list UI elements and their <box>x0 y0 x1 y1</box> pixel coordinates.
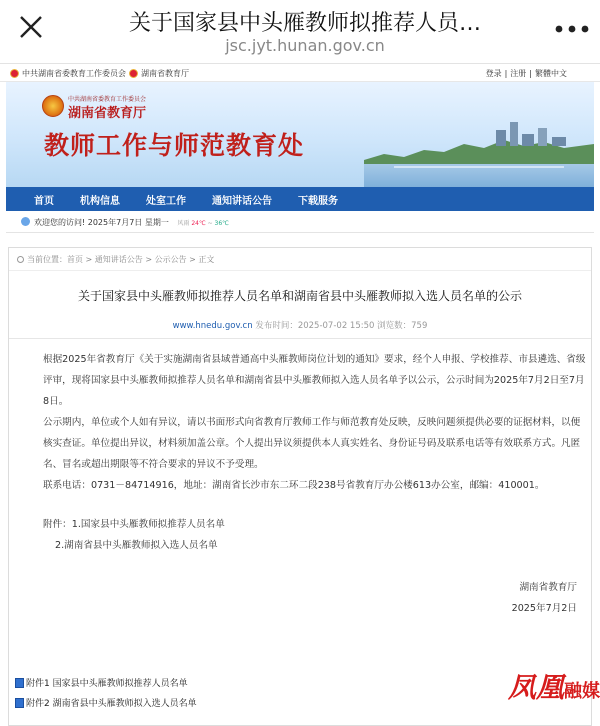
national-emblem-icon <box>42 95 64 117</box>
breadcrumb-item-current: 正文 <box>198 255 215 264</box>
download-attachment-1[interactable] <box>15 676 188 689</box>
temp-low: 36℃ <box>214 220 229 227</box>
party-emblem-icon <box>10 69 19 78</box>
welcome-text: 欢迎您的访问! 2025年7月7日 星期一 <box>34 218 169 227</box>
party-org-link[interactable]: 中共湖南省委教育工作委员会 <box>22 69 126 78</box>
nav-item-home[interactable]: 首页 <box>34 195 54 207</box>
attachment-line-2: 2.湖南省县中头雁教师拟入选人员名单 <box>55 540 218 551</box>
signature-date: 2025年7月2日 <box>511 603 577 614</box>
document-icon <box>15 678 24 688</box>
site-top-strip: 中共湖南省委教育工作委员会 湖南省教育厅 登录 | 注册 | 繁體中文 <box>0 64 600 82</box>
signature-org: 湖南省教育厅 <box>519 582 577 593</box>
banner-org: 湖南省教育厅 <box>68 106 147 121</box>
document-icon <box>15 698 24 708</box>
location-pin-icon <box>17 256 24 263</box>
article-title: 关于国家县中头雁教师拟推荐人员名单和湖南省县中头雁教师拟入选人员名单的公示 <box>77 289 522 303</box>
divider <box>9 338 591 339</box>
fenghuang-watermark-logo <box>508 666 600 706</box>
article-source-link[interactable]: www.hnedu.gov.cn <box>172 321 253 331</box>
article-paragraph: 公示期内，单位或个人如有异议，请以书面形式向省教育厅教师工作与师范教育处反映，反映问题须提供必要的证据材料，以便核实查证。单位提出异议，材料须加盖公章。个人提出异议须提供本人真实姓名、身份证号码及联系电话等有效联系方式。凡匿名、冒名或超出期限等不符合要求的异议不予受理。 <box>43 417 581 470</box>
watermark-sub-text: 融媒 <box>564 681 600 702</box>
nav-item-notices[interactable]: 通知讲话公告 <box>212 195 272 207</box>
download-attachment-2-label[interactable]: 附件2 湖南省县中头雁教师拟入选人员名单 <box>26 699 197 709</box>
gov-emblem-icon <box>129 69 138 78</box>
main-nav <box>6 187 594 211</box>
browser-app-bar <box>0 0 600 64</box>
watermark-logo-text: 凤凰 <box>507 671 564 704</box>
banner-org-small: 中共湖南省委教育工作委员会 <box>68 96 147 103</box>
article-signature <box>512 577 577 619</box>
article-publish-time: 发布时间：2025-07-02 15:50 <box>255 321 375 331</box>
article-views: 浏览数：759 <box>377 321 428 331</box>
more-options-icon[interactable] <box>554 24 590 34</box>
nav-item-dept-work[interactable]: 处室工作 <box>146 195 186 207</box>
download-attachment-2[interactable] <box>15 696 197 709</box>
breadcrumb-item-home[interactable]: 首页 <box>67 255 83 264</box>
traditional-chinese-link[interactable]: 繁體中文 <box>535 69 567 78</box>
page-url: jsc.jyt.hunan.gov.cn <box>225 36 385 55</box>
temp-high: 24℃ <box>191 220 206 227</box>
city-skyline-image <box>364 82 594 187</box>
article-paragraph: 联系电话：0731－84714916，地址：湖南省长沙市东二环二段238号省教育厅办公楼613办公室，邮编：410001。 <box>43 480 545 491</box>
download-attachment-1-label[interactable]: 附件1 国家县中头雁教师拟推荐人员名单 <box>26 679 188 689</box>
weather-label: 风雨 <box>177 220 190 227</box>
breadcrumb: 当前位置：首页 > 通知讲话公告 > 公示公告 > 正文 <box>17 254 214 265</box>
login-link[interactable]: 登录 <box>485 69 502 78</box>
site-banner <box>6 82 594 187</box>
article-body <box>35 349 587 556</box>
weather-icon <box>21 217 30 226</box>
close-icon[interactable] <box>18 14 44 40</box>
welcome-bar: 欢迎您的访问! 2025年7月7日 星期一 风雨 24℃ ~ 36℃ <box>6 211 594 233</box>
gov-org-link[interactable]: 湖南省教育厅 <box>141 69 189 78</box>
attachments-label: 附件：1.国家县中头雁教师拟推荐人员名单 <box>43 519 225 530</box>
register-link[interactable]: 注册 <box>510 69 527 78</box>
article-paragraph: 根据2025年省教育厅《关于实施湖南省县域普通高中头雁教师岗位计划的通知》要求，经个人申报、学校推荐、市县遴选、省级评审，现将国家县中头雁教师拟推荐人员名单和湖南省县中头雁教师拟入选人员名单予以公示，公示时间为2025年7月2日至7月8日。 <box>43 354 586 407</box>
divider <box>9 270 591 271</box>
page-title: 关于国家县中头雁教师拟推荐人员… <box>128 11 481 36</box>
breadcrumb-prefix: 当前位置： <box>27 255 67 264</box>
nav-item-downloads[interactable]: 下载服务 <box>298 195 338 207</box>
breadcrumb-item-notices[interactable]: 通知讲话公告 <box>94 255 143 264</box>
article-panel <box>8 247 592 726</box>
banner-dept-title: 教师工作与师范教育处 <box>44 131 305 160</box>
nav-item-org-info[interactable]: 机构信息 <box>80 195 120 207</box>
breadcrumb-item-announcements[interactable]: 公示公告 <box>154 255 187 264</box>
article-meta <box>9 319 591 331</box>
